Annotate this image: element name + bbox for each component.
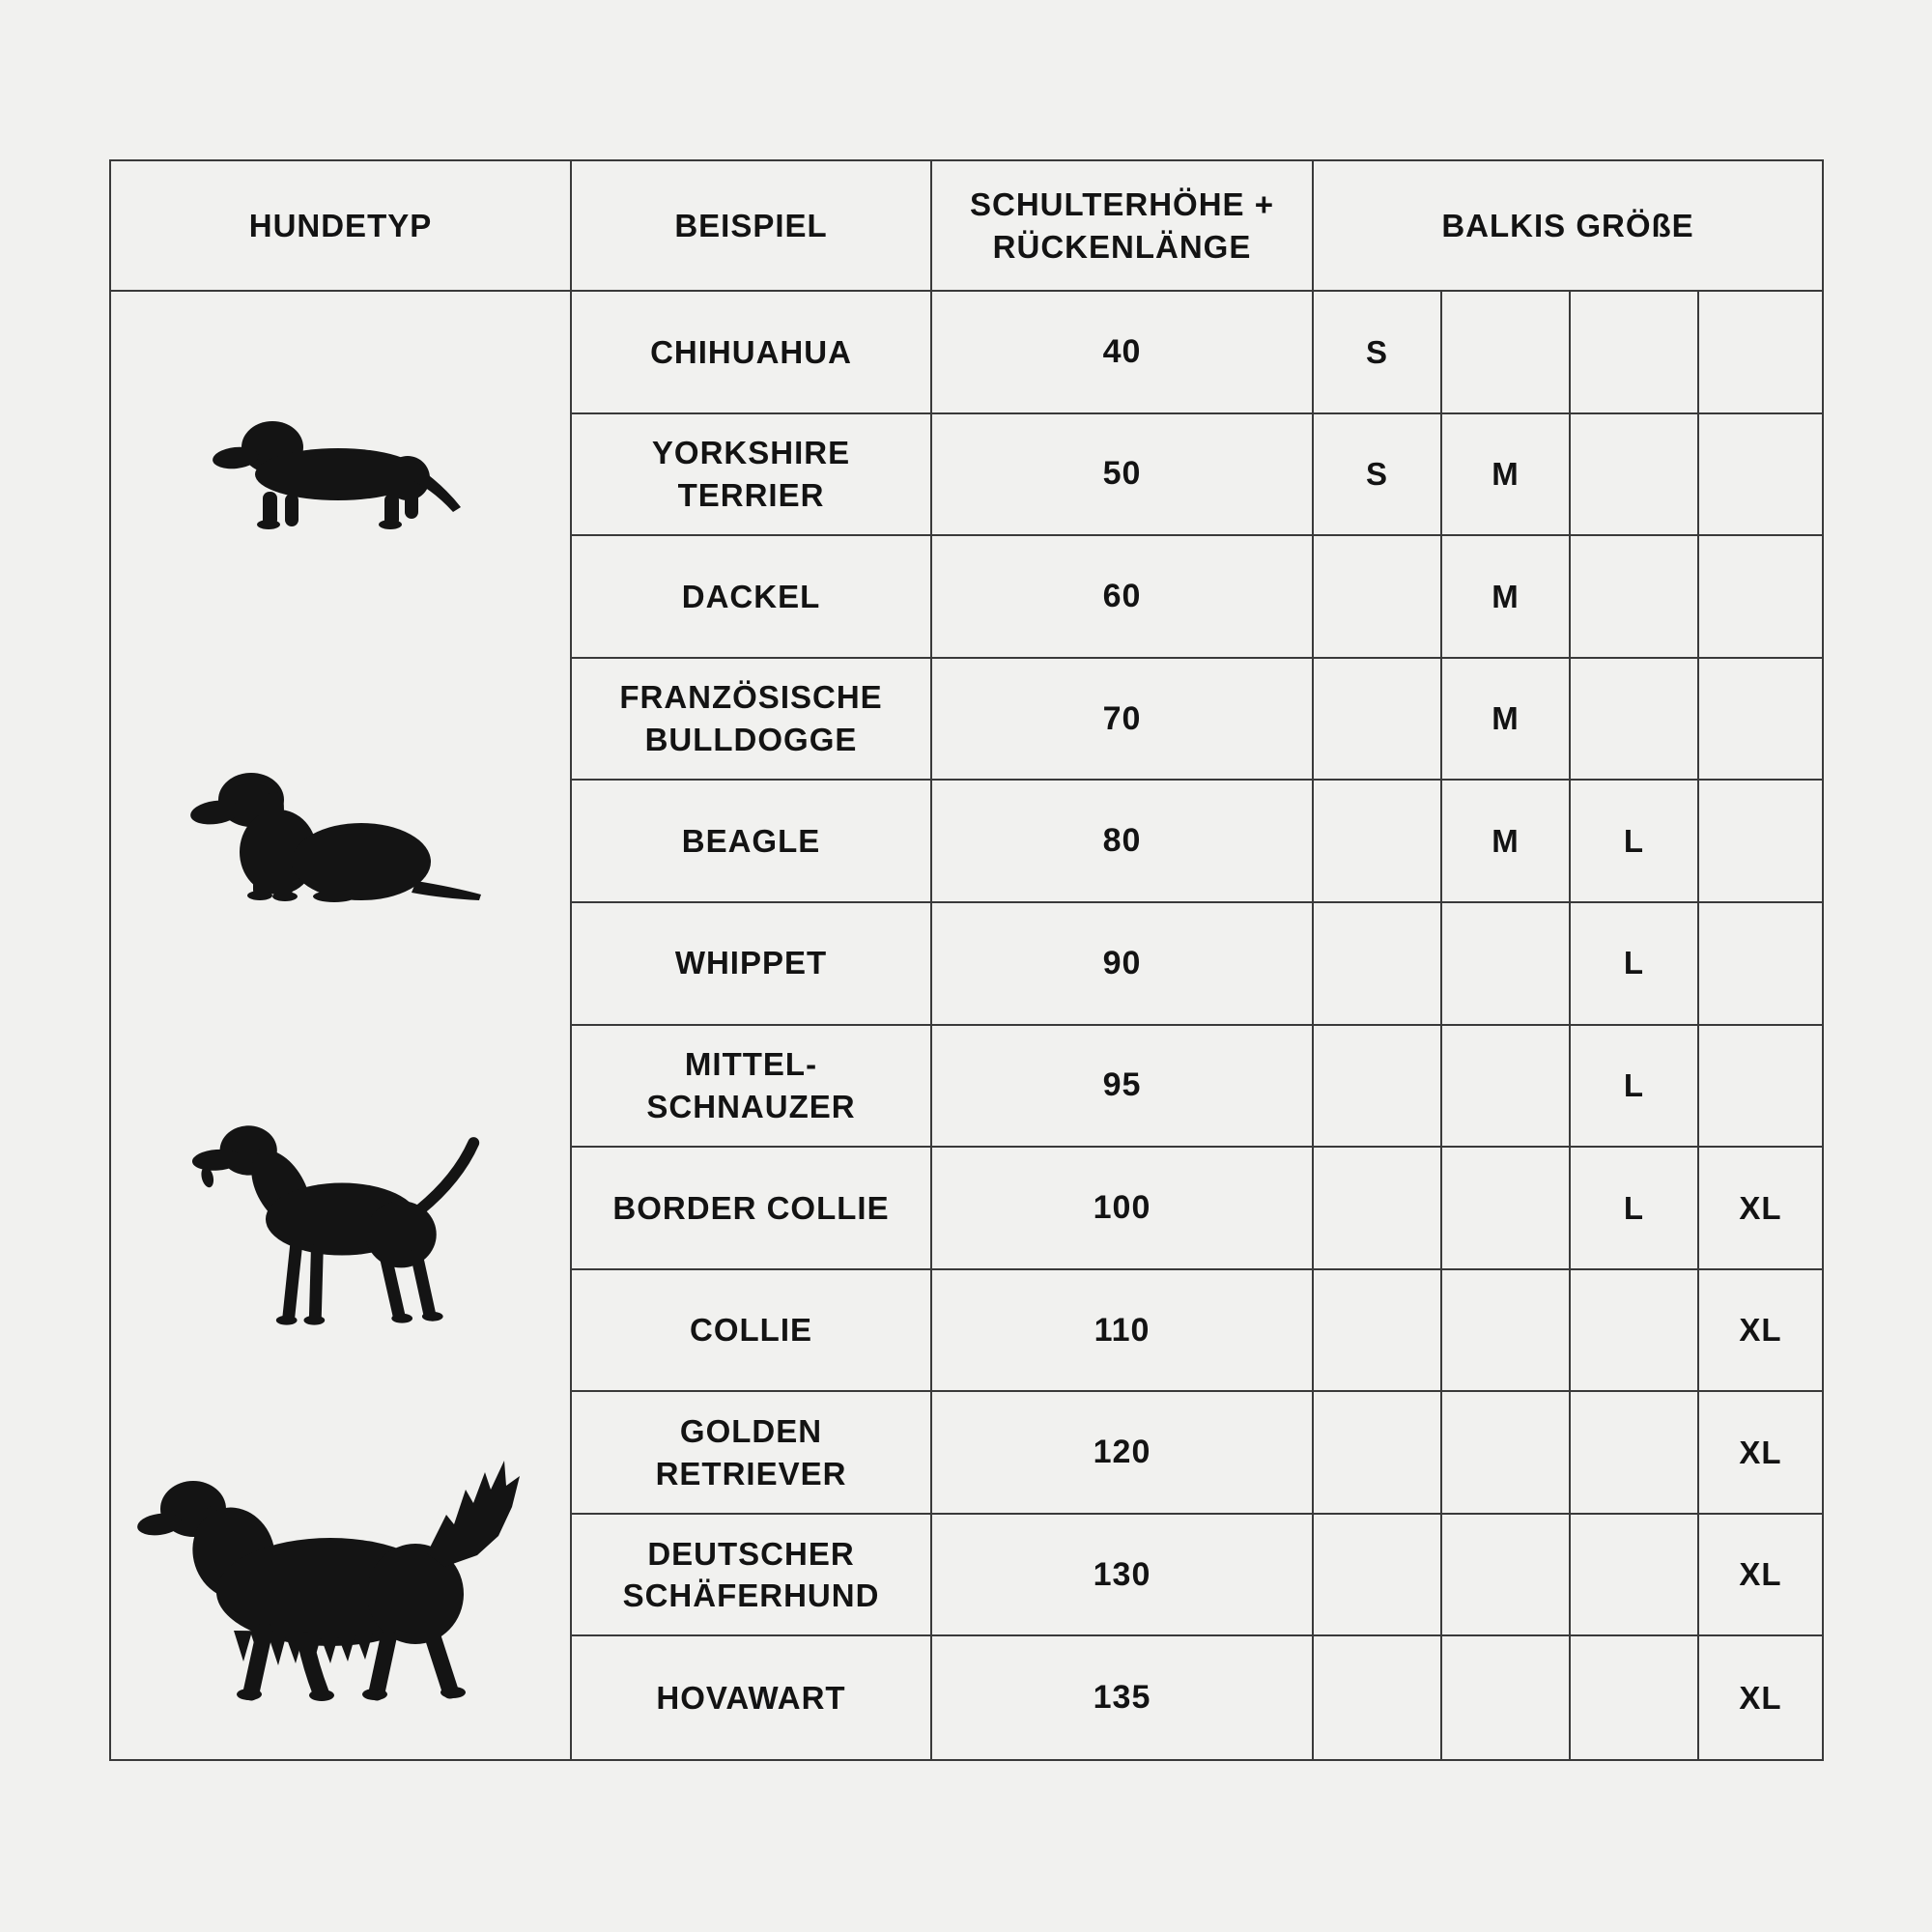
- size-cell: M: [1442, 536, 1571, 659]
- size-cell: [1314, 1636, 1442, 1759]
- size-cell: [1314, 1148, 1442, 1270]
- breed-cell: HOVAWART: [572, 1636, 932, 1759]
- size-cell: [1442, 903, 1571, 1026]
- size-cell: [1699, 659, 1822, 781]
- size-cell: XL: [1739, 1679, 1782, 1716]
- breed-cell: FRANZÖSISCHE BULLDOGGE: [572, 659, 932, 781]
- measure-cell: 70: [932, 659, 1314, 781]
- breed-cell: YORKSHIRE TERRIER: [572, 414, 932, 537]
- long-haired-dog-silhouette-icon: [137, 1447, 541, 1708]
- size-cell: [1442, 1270, 1571, 1393]
- size-cell: [1571, 292, 1699, 414]
- size-cell: [1314, 659, 1442, 781]
- breed-cell: DEUTSCHER SCHÄFERHUND: [572, 1515, 932, 1637]
- size-cell: L: [1571, 903, 1699, 1026]
- size-cell: [1442, 1148, 1571, 1270]
- measure-cell: 50: [932, 414, 1314, 537]
- size-cell: L: [1571, 1026, 1699, 1149]
- breed-cell: CHIHUAHUA: [572, 292, 932, 414]
- header-beispiel: BEISPIEL: [572, 161, 932, 292]
- header-schulterhoehe-rueckenlaenge: SCHULTERHÖHE + RÜCKENLÄNGE: [932, 161, 1314, 292]
- size-cell: [1314, 1026, 1442, 1149]
- breed-cell: COLLIE: [572, 1270, 932, 1393]
- size-cell: [1314, 1392, 1442, 1515]
- size-cell: [1571, 1392, 1699, 1515]
- size-cell: [1314, 536, 1442, 659]
- measure-cell: 130: [932, 1515, 1314, 1637]
- measure-cell: 120: [932, 1392, 1314, 1515]
- size-cell: [1699, 781, 1822, 903]
- breed-cell: MITTEL-SCHNAUZER: [572, 1026, 932, 1149]
- measure-cell: 110: [932, 1270, 1314, 1393]
- measure-cell: 80: [932, 781, 1314, 903]
- dog-size-table: [109, 159, 1824, 1761]
- measure-cell: 40: [932, 292, 1314, 414]
- size-cell: [1699, 292, 1822, 414]
- size-cell: M: [1442, 414, 1571, 537]
- measure-cell: 90: [932, 903, 1314, 1026]
- size-cell: XL: [1699, 1270, 1822, 1393]
- size-cell: XL: [1699, 1392, 1822, 1515]
- size-cell: XL: [1699, 1148, 1822, 1270]
- standing-dog-silhouette-icon: [187, 1111, 493, 1331]
- size-cell: [1699, 1026, 1822, 1149]
- size-cell: [1571, 659, 1699, 781]
- size-cell: L: [1571, 1148, 1699, 1270]
- size-cell: [1314, 903, 1442, 1026]
- size-cell: [1699, 536, 1822, 659]
- size-cell: [1442, 1392, 1571, 1515]
- size-cell: M: [1442, 659, 1571, 781]
- size-cell: [1571, 414, 1699, 537]
- breed-cell: WHIPPET: [572, 903, 932, 1026]
- measure-cell: 60: [932, 536, 1314, 659]
- breed-cell: GOLDEN RETRIEVER: [572, 1392, 932, 1515]
- breed-cell: DACKEL: [572, 536, 932, 659]
- sitting-dog-silhouette-icon: [188, 767, 490, 902]
- size-cell: [1442, 1636, 1571, 1759]
- size-cell: [1314, 781, 1442, 903]
- size-cell: L: [1571, 781, 1699, 903]
- measure-cell: 95: [932, 1026, 1314, 1149]
- size-cell: M: [1442, 781, 1571, 903]
- breed-cell: BORDER COLLIE: [572, 1148, 932, 1270]
- size-cell: S: [1314, 414, 1442, 537]
- size-cell: S: [1314, 292, 1442, 414]
- size-cell: [1571, 1515, 1699, 1637]
- size-cell: [1571, 1636, 1699, 1759]
- dog-type-column: [111, 292, 572, 1759]
- size-cell: [1699, 414, 1822, 537]
- size-cell: [1571, 536, 1699, 659]
- size-cell: [1442, 1515, 1571, 1637]
- size-cell: [1699, 903, 1822, 1026]
- header-balkis-groesse: BALKIS GRÖßE: [1314, 161, 1822, 292]
- breed-cell: BEAGLE: [572, 781, 932, 903]
- size-cell: [1314, 1515, 1442, 1637]
- size-cell: [1442, 1026, 1571, 1149]
- measure-cell: 100: [932, 1148, 1314, 1270]
- dachshund-silhouette-icon: [213, 415, 464, 531]
- size-cell: [1314, 1270, 1442, 1393]
- size-cell: XL: [1699, 1515, 1822, 1637]
- size-cell: [1442, 292, 1571, 414]
- header-hundetyp: HUNDETYP: [111, 161, 572, 292]
- size-cell: [1571, 1270, 1699, 1393]
- measure-cell: 135: [932, 1636, 1314, 1759]
